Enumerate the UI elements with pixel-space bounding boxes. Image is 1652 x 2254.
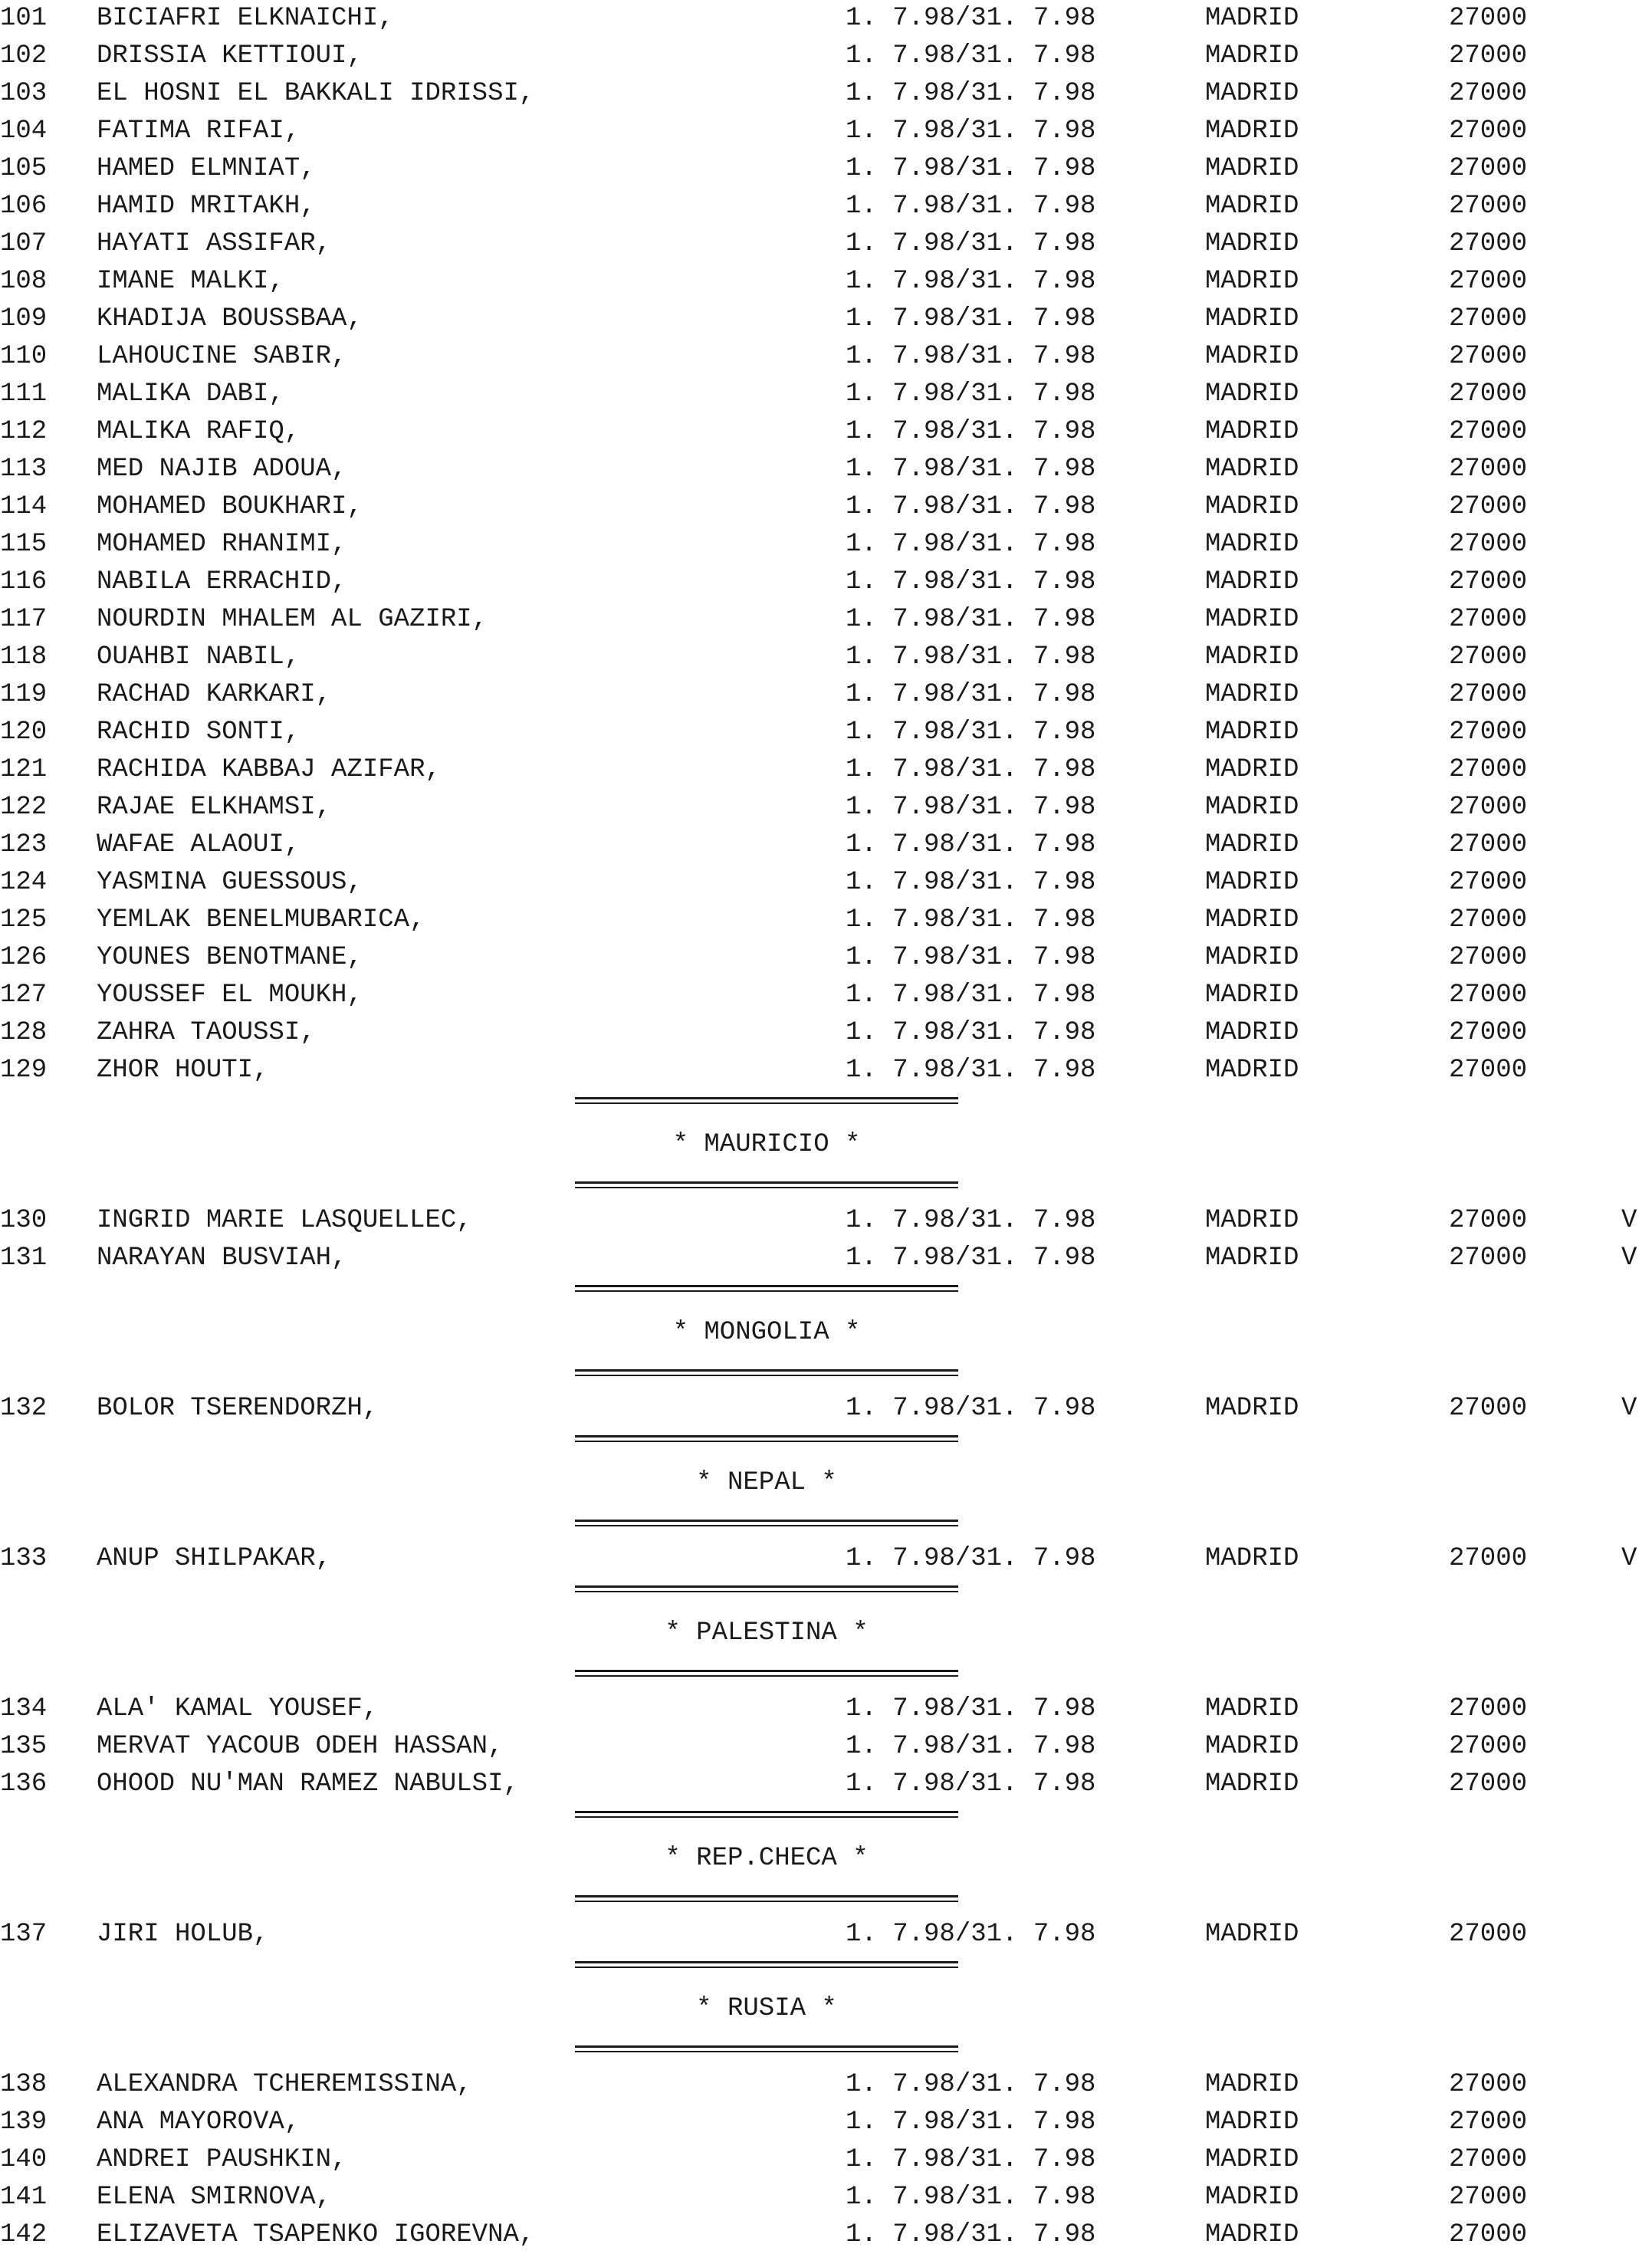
- entry-name: LAHOUCINE SABIR,: [97, 342, 347, 371]
- entry-city: MADRID: [1205, 492, 1299, 521]
- entry-city: MADRID: [1205, 79, 1299, 108]
- list-item: [0, 413, 1652, 451]
- entry-flag: V: [1621, 1244, 1637, 1273]
- entry-number: 124: [0, 868, 48, 897]
- entry-amount: 27000: [1449, 192, 1528, 221]
- entry-amount: 27000: [1449, 342, 1528, 371]
- double-rule-top: [575, 1811, 958, 1813]
- double-rule-bottom: [575, 1895, 958, 1898]
- entry-amount: 27000: [1449, 1056, 1528, 1085]
- entry-name: NARAYAN BUSVIAH,: [97, 1244, 347, 1273]
- entry-amount: 27000: [1449, 1769, 1528, 1799]
- list-item: [0, 301, 1652, 338]
- entry-name: ELENA SMIRNOVA,: [97, 2183, 332, 2212]
- entry-amount: 27000: [1449, 981, 1528, 1010]
- country-heading: * PALESTINA *: [665, 1618, 869, 1648]
- entry-number: 112: [0, 417, 48, 446]
- country-heading: * MAURICIO *: [672, 1130, 861, 1159]
- double-rule-bottom: [575, 1369, 958, 1372]
- double-rule-bottom: [575, 2045, 958, 2048]
- entry-dates: 1. 7.98/31. 7.98: [846, 793, 1096, 822]
- list-item: [0, 451, 1652, 488]
- entry-amount: 27000: [1449, 718, 1528, 747]
- entry-dates: 1. 7.98/31. 7.98: [846, 4, 1096, 33]
- entry-number: 108: [0, 267, 48, 296]
- entry-city: MADRID: [1205, 4, 1299, 33]
- double-rule-top: [575, 1097, 958, 1099]
- entry-number: 103: [0, 79, 48, 108]
- entry-name: YEMLAK BENELMUBARICA,: [97, 905, 425, 935]
- entry-name: ANDREI PAUSHKIN,: [97, 2145, 347, 2174]
- entry-name: ANA MAYOROVA,: [97, 2108, 301, 2137]
- list-item: [0, 2104, 1652, 2141]
- double-rule-top: [575, 1435, 958, 1438]
- entry-dates: 1. 7.98/31. 7.98: [846, 417, 1096, 446]
- entry-amount: 27000: [1449, 2183, 1528, 2212]
- entry-number: 109: [0, 304, 48, 334]
- entry-number: 114: [0, 492, 48, 521]
- entry-city: MADRID: [1205, 1694, 1299, 1723]
- entry-city: MADRID: [1205, 1544, 1299, 1573]
- list-item: [0, 1691, 1652, 1728]
- entry-number: 136: [0, 1769, 48, 1799]
- entry-city: MADRID: [1205, 943, 1299, 972]
- entry-amount: 27000: [1449, 1732, 1528, 1761]
- entry-name: YASMINA GUESSOUS,: [97, 868, 363, 897]
- entry-number: 106: [0, 192, 48, 221]
- entry-number: 138: [0, 2070, 48, 2099]
- entry-dates: 1. 7.98/31. 7.98: [846, 1732, 1096, 1761]
- country-section-header: [0, 1277, 1652, 1390]
- entry-city: MADRID: [1205, 793, 1299, 822]
- entry-city: MADRID: [1205, 755, 1299, 784]
- list-item: [0, 2066, 1652, 2104]
- entry-name: EL HOSNI EL BAKKALI IDRISSI,: [97, 79, 535, 108]
- entry-name: MOHAMED RHANIMI,: [97, 530, 347, 559]
- entry-dates: 1. 7.98/31. 7.98: [846, 2070, 1096, 2099]
- entry-amount: 27000: [1449, 492, 1528, 521]
- entry-amount: 27000: [1449, 680, 1528, 709]
- list-item: [0, 1916, 1652, 1953]
- entry-number: 129: [0, 1056, 48, 1085]
- list-item: [0, 751, 1652, 789]
- entry-name: ALA' KAMAL YOUSEF,: [97, 1694, 379, 1723]
- entry-number: 113: [0, 455, 48, 484]
- double-rule-top: [575, 1585, 958, 1588]
- entry-dates: 1. 7.98/31. 7.98: [846, 267, 1096, 296]
- entry-amount: 27000: [1449, 830, 1528, 859]
- entry-amount: 27000: [1449, 41, 1528, 71]
- list-item: [0, 826, 1652, 864]
- list-item: [0, 1240, 1652, 1277]
- entry-name: ZAHRA TAOUSSI,: [97, 1018, 316, 1047]
- entry-amount: 27000: [1449, 229, 1528, 258]
- list-item: [0, 488, 1652, 526]
- entry-name: MALIKA DABI,: [97, 380, 284, 409]
- entry-amount: 27000: [1449, 1544, 1528, 1573]
- entry-number: 115: [0, 530, 48, 559]
- entry-amount: 27000: [1449, 755, 1528, 784]
- entry-city: MADRID: [1205, 417, 1299, 446]
- entry-name: NOURDIN MHALEM AL GAZIRI,: [97, 605, 488, 634]
- entry-name: DRISSIA KETTIOUI,: [97, 41, 363, 71]
- entry-number: 110: [0, 342, 48, 371]
- entry-name: YOUNES BENOTMANE,: [97, 943, 363, 972]
- country-section-header: [0, 1953, 1652, 2066]
- entry-name: RACHID SONTI,: [97, 718, 301, 747]
- double-rule-bottom: [575, 1520, 958, 1522]
- entry-dates: 1. 7.98/31. 7.98: [846, 1244, 1096, 1273]
- entry-city: MADRID: [1205, 1920, 1299, 1949]
- entry-city: MADRID: [1205, 267, 1299, 296]
- entry-city: MADRID: [1205, 154, 1299, 183]
- entry-amount: 27000: [1449, 1206, 1528, 1235]
- entry-dates: 1. 7.98/31. 7.98: [846, 2108, 1096, 2137]
- entry-name: YOUSSEF EL MOUKH,: [97, 981, 363, 1010]
- entry-city: MADRID: [1205, 117, 1299, 146]
- entry-name: OHOOD NU'MAN RAMEZ NABULSI,: [97, 1769, 519, 1799]
- entry-amount: 27000: [1449, 304, 1528, 334]
- entry-number: 107: [0, 229, 48, 258]
- entry-city: MADRID: [1205, 567, 1299, 596]
- entry-name: MERVAT YACOUB ODEH HASSAN,: [97, 1732, 504, 1761]
- double-rule-top: [575, 1285, 958, 1287]
- country-section-header: [0, 1578, 1652, 1691]
- entry-dates: 1. 7.98/31. 7.98: [846, 642, 1096, 672]
- entry-city: MADRID: [1205, 1394, 1299, 1423]
- list-item: [0, 1202, 1652, 1240]
- country-heading: * REP.CHECA *: [665, 1844, 869, 1873]
- entry-city: MADRID: [1205, 1244, 1299, 1273]
- entry-number: 132: [0, 1394, 48, 1423]
- entry-flag: V: [1621, 1394, 1637, 1423]
- entry-city: MADRID: [1205, 304, 1299, 334]
- entry-city: MADRID: [1205, 905, 1299, 935]
- entry-dates: 1. 7.98/31. 7.98: [846, 1920, 1096, 1949]
- entry-city: MADRID: [1205, 718, 1299, 747]
- entry-amount: 27000: [1449, 267, 1528, 296]
- entry-name: RACHAD KARKARI,: [97, 680, 332, 709]
- entry-name: BICIAFRI ELKNAICHI,: [97, 4, 394, 33]
- entry-amount: 27000: [1449, 605, 1528, 634]
- entry-city: MADRID: [1205, 868, 1299, 897]
- entry-amount: 27000: [1449, 2220, 1528, 2249]
- entry-amount: 27000: [1449, 943, 1528, 972]
- entry-number: 139: [0, 2108, 48, 2137]
- country-section-header: [0, 1428, 1652, 1540]
- entry-name: MOHAMED BOUKHARI,: [97, 492, 363, 521]
- list-item: [0, 564, 1652, 601]
- entry-dates: 1. 7.98/31. 7.98: [846, 567, 1096, 596]
- entry-dates: 1. 7.98/31. 7.98: [846, 492, 1096, 521]
- entry-number: 117: [0, 605, 48, 634]
- entry-amount: 27000: [1449, 793, 1528, 822]
- list-item: [0, 789, 1652, 826]
- entry-city: MADRID: [1205, 530, 1299, 559]
- entry-amount: 27000: [1449, 642, 1528, 672]
- entry-dates: 1. 7.98/31. 7.98: [846, 943, 1096, 972]
- entry-city: MADRID: [1205, 342, 1299, 371]
- entry-amount: 27000: [1449, 380, 1528, 409]
- entry-dates: 1. 7.98/31. 7.98: [846, 680, 1096, 709]
- entry-number: 127: [0, 981, 48, 1010]
- entry-name: ELIZAVETA TSAPENKO IGOREVNA,: [97, 2220, 535, 2249]
- list-item: [0, 1728, 1652, 1766]
- entry-number: 131: [0, 1244, 48, 1273]
- entry-number: 121: [0, 755, 48, 784]
- entry-amount: 27000: [1449, 154, 1528, 183]
- list-item: [0, 376, 1652, 413]
- entry-number: 101: [0, 4, 48, 33]
- entry-dates: 1. 7.98/31. 7.98: [846, 1206, 1096, 1235]
- entry-dates: 1. 7.98/31. 7.98: [846, 981, 1096, 1010]
- entry-name: HAMID MRITAKH,: [97, 192, 316, 221]
- entry-flag: V: [1621, 1206, 1637, 1235]
- list-item: [0, 977, 1652, 1014]
- entry-number: 118: [0, 642, 48, 672]
- list-item: [0, 676, 1652, 714]
- list-item: [0, 1052, 1652, 1089]
- entry-name: BOLOR TSERENDORZH,: [97, 1394, 379, 1423]
- entry-name: HAMED ELMNIAT,: [97, 154, 316, 183]
- entry-number: 119: [0, 680, 48, 709]
- entry-amount: 27000: [1449, 2070, 1528, 2099]
- entry-dates: 1. 7.98/31. 7.98: [846, 342, 1096, 371]
- entry-city: MADRID: [1205, 229, 1299, 258]
- list-item: [0, 75, 1652, 113]
- entry-number: 111: [0, 380, 48, 409]
- entry-city: MADRID: [1205, 1206, 1299, 1235]
- entry-dates: 1. 7.98/31. 7.98: [846, 79, 1096, 108]
- entry-city: MADRID: [1205, 605, 1299, 634]
- country-heading: * NEPAL *: [696, 1468, 837, 1497]
- list-item: [0, 902, 1652, 939]
- entry-dates: 1. 7.98/31. 7.98: [846, 868, 1096, 897]
- entry-number: 128: [0, 1018, 48, 1047]
- list-item: [0, 2216, 1652, 2254]
- entry-number: 140: [0, 2145, 48, 2174]
- entry-number: 122: [0, 793, 48, 822]
- entry-amount: 27000: [1449, 2108, 1528, 2137]
- entry-amount: 27000: [1449, 868, 1528, 897]
- entry-amount: 27000: [1449, 1018, 1528, 1047]
- list-item: [0, 338, 1652, 376]
- entry-amount: 27000: [1449, 79, 1528, 108]
- entry-city: MADRID: [1205, 830, 1299, 859]
- entry-amount: 27000: [1449, 1394, 1528, 1423]
- entry-city: MADRID: [1205, 2070, 1299, 2099]
- entry-city: MADRID: [1205, 680, 1299, 709]
- entry-name: RAJAE ELKHAMSI,: [97, 793, 332, 822]
- entry-number: 116: [0, 567, 48, 596]
- list-item: [0, 864, 1652, 902]
- entry-number: 137: [0, 1920, 48, 1949]
- entry-amount: 27000: [1449, 417, 1528, 446]
- entry-amount: 27000: [1449, 117, 1528, 146]
- entry-number: 141: [0, 2183, 48, 2212]
- list-item: [0, 1014, 1652, 1052]
- country-section-header: [0, 1089, 1652, 1202]
- entry-city: MADRID: [1205, 192, 1299, 221]
- entry-number: 123: [0, 830, 48, 859]
- entry-name: ZHOR HOUTI,: [97, 1056, 269, 1085]
- entry-amount: 27000: [1449, 530, 1528, 559]
- entry-dates: 1. 7.98/31. 7.98: [846, 380, 1096, 409]
- double-rule-top: [575, 1961, 958, 1963]
- entry-number: 105: [0, 154, 48, 183]
- entry-city: MADRID: [1205, 642, 1299, 672]
- list-item: [0, 939, 1652, 977]
- entry-flag: V: [1621, 1544, 1637, 1573]
- entry-dates: 1. 7.98/31. 7.98: [846, 304, 1096, 334]
- entry-name: ALEXANDRA TCHEREMISSINA,: [97, 2070, 472, 2099]
- entry-dates: 1. 7.98/31. 7.98: [846, 1694, 1096, 1723]
- entry-city: MADRID: [1205, 2145, 1299, 2174]
- entry-number: 135: [0, 1732, 48, 1761]
- entry-dates: 1. 7.98/31. 7.98: [846, 2183, 1096, 2212]
- double-rule-bottom: [575, 1181, 958, 1184]
- entry-dates: 1. 7.98/31. 7.98: [846, 1544, 1096, 1573]
- entry-name: FATIMA RIFAI,: [97, 117, 301, 146]
- list-item: [0, 263, 1652, 301]
- entry-dates: 1. 7.98/31. 7.98: [846, 1018, 1096, 1047]
- entry-amount: 27000: [1449, 2145, 1528, 2174]
- country-heading: * MONGOLIA *: [672, 1318, 861, 1347]
- entry-dates: 1. 7.98/31. 7.98: [846, 192, 1096, 221]
- entry-name: INGRID MARIE LASQUELLEC,: [97, 1206, 472, 1235]
- country-heading: * RUSIA *: [696, 1994, 837, 2023]
- country-section-header: [0, 1803, 1652, 1916]
- entry-city: MADRID: [1205, 380, 1299, 409]
- entry-dates: 1. 7.98/31. 7.98: [846, 718, 1096, 747]
- list-item: [0, 1766, 1652, 1803]
- entry-dates: 1. 7.98/31. 7.98: [846, 2145, 1096, 2174]
- entry-number: 102: [0, 41, 48, 71]
- entry-dates: 1. 7.98/31. 7.98: [846, 455, 1096, 484]
- list-item: [0, 526, 1652, 564]
- list-item: [0, 2179, 1652, 2216]
- entry-amount: 27000: [1449, 567, 1528, 596]
- entry-city: MADRID: [1205, 1732, 1299, 1761]
- entry-number: 134: [0, 1694, 48, 1723]
- list-item: [0, 1390, 1652, 1428]
- entry-name: KHADIJA BOUSSBAA,: [97, 304, 363, 334]
- entry-city: MADRID: [1205, 2108, 1299, 2137]
- double-rule-bottom: [575, 1670, 958, 1672]
- entry-amount: 27000: [1449, 4, 1528, 33]
- entry-name: MALIKA RAFIQ,: [97, 417, 301, 446]
- entry-dates: 1. 7.98/31. 7.98: [846, 905, 1096, 935]
- entry-city: MADRID: [1205, 1056, 1299, 1085]
- entry-name: OUAHBI NABIL,: [97, 642, 301, 672]
- entry-name: ANUP SHILPAKAR,: [97, 1544, 332, 1573]
- entry-dates: 1. 7.98/31. 7.98: [846, 1394, 1096, 1423]
- entry-amount: 27000: [1449, 905, 1528, 935]
- list-item: [0, 2141, 1652, 2179]
- entry-dates: 1. 7.98/31. 7.98: [846, 830, 1096, 859]
- entry-number: 120: [0, 718, 48, 747]
- entry-dates: 1. 7.98/31. 7.98: [846, 605, 1096, 634]
- entry-name: RACHIDA KABBAJ AZIFAR,: [97, 755, 441, 784]
- entry-city: MADRID: [1205, 455, 1299, 484]
- entry-name: HAYATI ASSIFAR,: [97, 229, 332, 258]
- list-item: [0, 639, 1652, 676]
- entry-dates: 1. 7.98/31. 7.98: [846, 1769, 1096, 1799]
- entry-dates: 1. 7.98/31. 7.98: [846, 2220, 1096, 2249]
- entry-dates: 1. 7.98/31. 7.98: [846, 755, 1096, 784]
- entry-city: MADRID: [1205, 2220, 1299, 2249]
- entry-dates: 1. 7.98/31. 7.98: [846, 530, 1096, 559]
- entry-number: 142: [0, 2220, 48, 2249]
- entry-amount: 27000: [1449, 1694, 1528, 1723]
- entry-dates: 1. 7.98/31. 7.98: [846, 229, 1096, 258]
- entry-dates: 1. 7.98/31. 7.98: [846, 1056, 1096, 1085]
- list-item: [0, 188, 1652, 225]
- entry-number: 126: [0, 943, 48, 972]
- entry-city: MADRID: [1205, 1769, 1299, 1799]
- entry-city: MADRID: [1205, 2183, 1299, 2212]
- entry-number: 104: [0, 117, 48, 146]
- entry-name: JIRI HOLUB,: [97, 1920, 269, 1949]
- entry-name: MED NAJIB ADOUA,: [97, 455, 347, 484]
- entry-amount: 27000: [1449, 455, 1528, 484]
- entry-amount: 27000: [1449, 1920, 1528, 1949]
- entry-name: IMANE MALKI,: [97, 267, 284, 296]
- entry-dates: 1. 7.98/31. 7.98: [846, 154, 1096, 183]
- entry-amount: 27000: [1449, 1244, 1528, 1273]
- entry-city: MADRID: [1205, 981, 1299, 1010]
- list-item: [0, 113, 1652, 150]
- entry-dates: 1. 7.98/31. 7.98: [846, 41, 1096, 71]
- entry-number: 133: [0, 1544, 48, 1573]
- entry-name: WAFAE ALAOUI,: [97, 830, 301, 859]
- list-item: [0, 0, 1652, 38]
- list-item: [0, 225, 1652, 263]
- entry-city: MADRID: [1205, 41, 1299, 71]
- entry-number: 130: [0, 1206, 48, 1235]
- entry-city: MADRID: [1205, 1018, 1299, 1047]
- list-item: [0, 1540, 1652, 1578]
- list-item: [0, 38, 1652, 75]
- entry-name: NABILA ERRACHID,: [97, 567, 347, 596]
- entry-dates: 1. 7.98/31. 7.98: [846, 117, 1096, 146]
- list-item: [0, 714, 1652, 751]
- entry-number: 125: [0, 905, 48, 935]
- list-item: [0, 601, 1652, 639]
- list-item: [0, 150, 1652, 188]
